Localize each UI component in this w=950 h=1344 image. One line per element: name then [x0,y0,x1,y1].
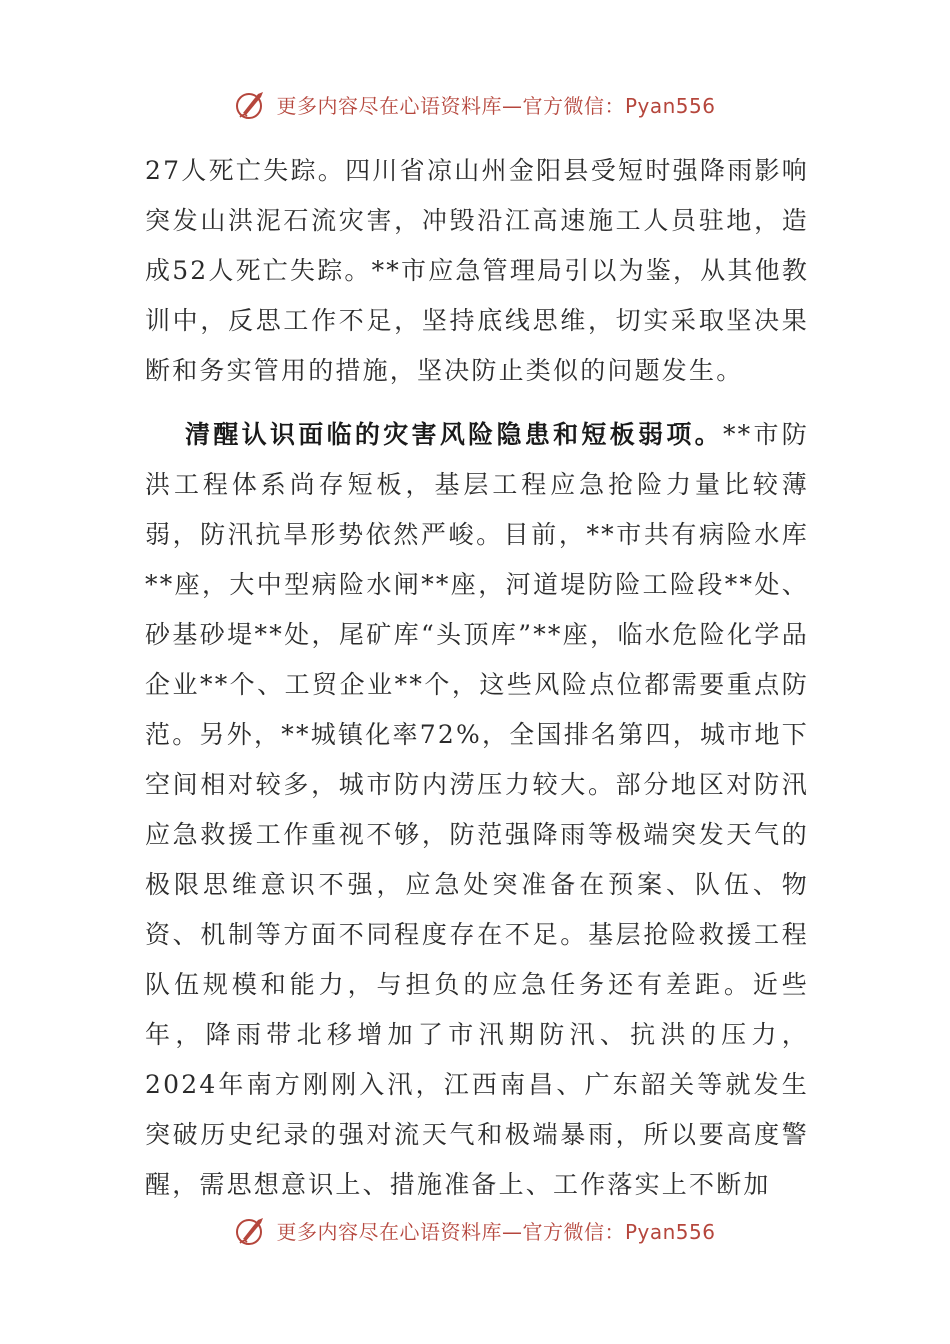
footer-banner [0,1208,950,1252]
header-banner [0,82,950,126]
footer-banner-text: 更多内容尽在心语资料库—官方微信：Pyan556 [276,1219,716,1244]
paragraph-1: 27人死亡失踪。四川省凉山州金阳县受短时强降雨影响突发山洪泥石流灾害，冲毁沿江高速施工人员驻地，造成52人死亡失踪。**市应急管理局引以为鉴，从其他教训中，反思工作不足，坚持底线思维，切实采取坚决果断和务实管用的措施，坚决防止类似的问题发生。 [145,156,810,385]
pen-nib-logo-icon [234,1213,268,1247]
pen-nib-logo-icon [234,87,268,121]
paragraph-2-text: **市防洪工程体系尚存短板，基层工程应急抢险力量比较薄弱，防汛抗旱形势依然严峻。目前，**市共有病险水库**座，大中型病险水闸**座，河道堤防险工险段**处、砂基砂堤**处，尾矿库“头顶库”**座，临水危险化学品企业**个、工贸企业**个，这些风险点位都需要重点防范。另外，**城镇化率72%，全国排名第四，城市地下空间相对较多，城市防内涝压力较大。部分地区对防汛应急救援工作重视不够，防范强降雨等极端突发天气的极限思维意识不强，应急处突准备在预案、队伍、物资、机制等方面不同程度存在不足。基层抢险救援工程队伍规模和能力，与担负的应急任务还有差距。近些年，降雨带北移增加了市汛期防汛、抗洪的压力，2024年南方刚刚入汛，江西南昌、广东韶关等就发生突破历史纪录的强对流天气和极端暴雨，所以要高度警醒，需思想意识上、措施准备上、工作落实上不断加 [145,420,809,1199]
paragraph-2 [145,410,809,1210]
paragraph-2-heading: 清醒认识面临的灾害风险隐患和短板弱项。 [185,420,723,449]
document-body [145,146,809,1210]
header-banner-text: 更多内容尽在心语资料库—官方微信：Pyan556 [276,93,716,118]
